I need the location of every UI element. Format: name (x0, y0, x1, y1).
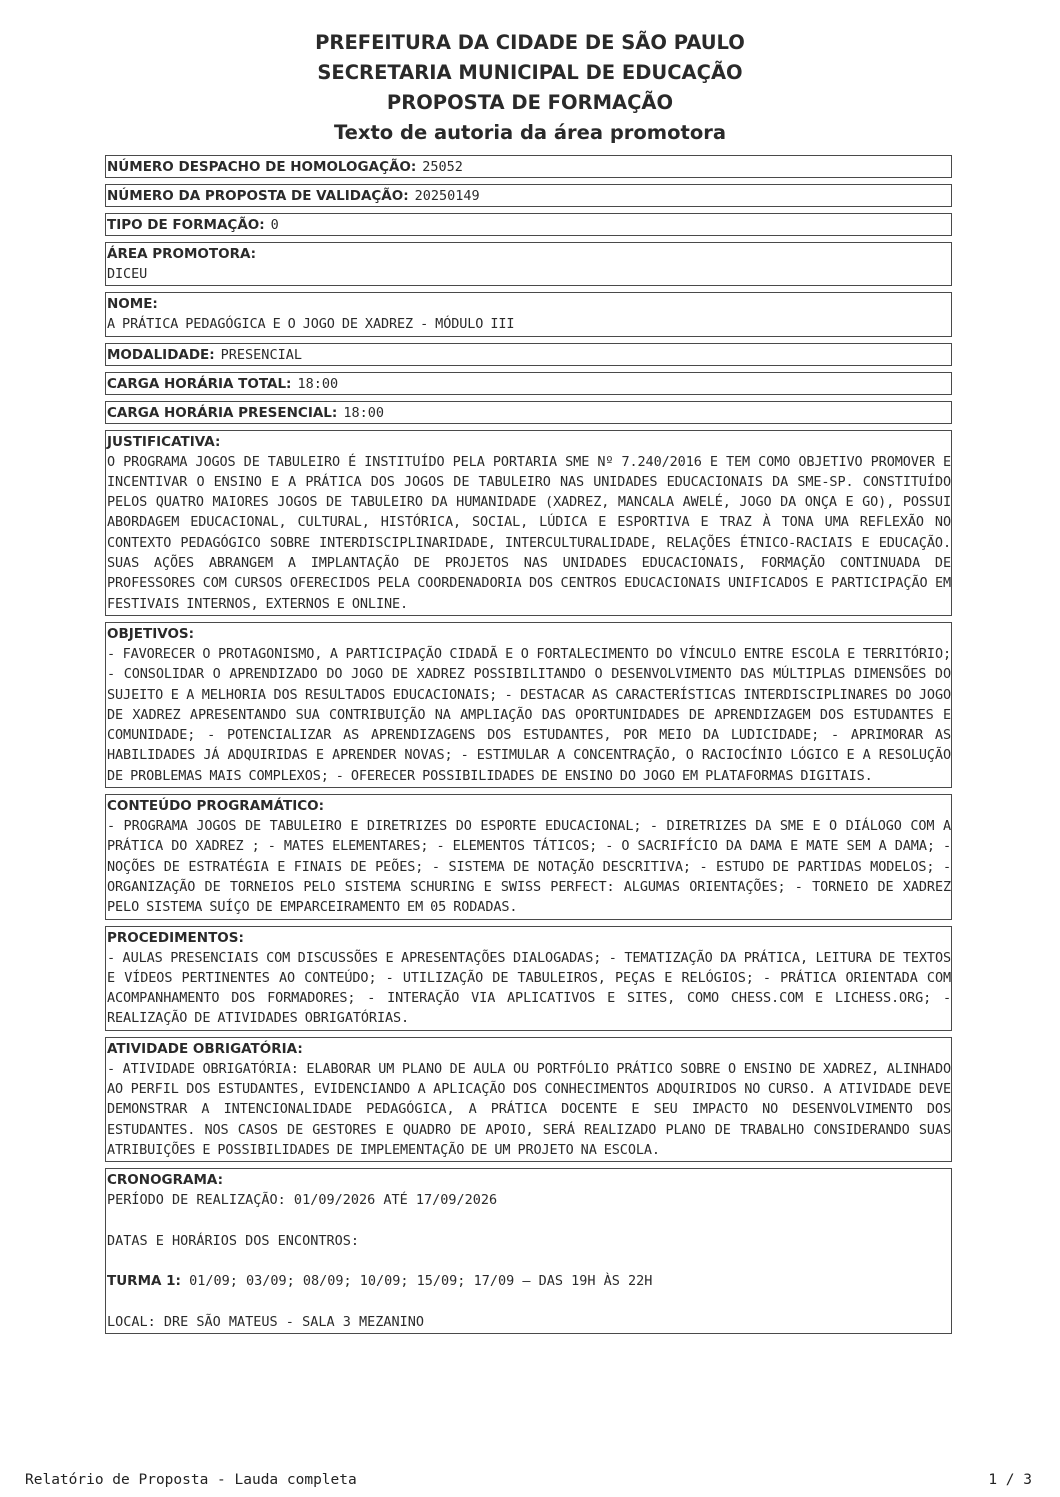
field-despacho (105, 155, 952, 178)
header-proposta: PROPOSTA DE FORMAÇÃO (386, 91, 674, 114)
cronograma-datas: DATAS E HORÁRIOS DOS ENCONTROS: (107, 1232, 359, 1249)
cronograma-turma (107, 1271, 951, 1291)
field-nome-label: NOME: (107, 296, 158, 313)
field-procedimentos-label: PROCEDIMENTOS: (107, 929, 244, 946)
field-justificativa (105, 430, 952, 616)
field-proposta-label: NÚMERO DA PROPOSTA DE VALIDAÇÃO: (107, 188, 409, 204)
field-tipo (105, 213, 952, 236)
field-conteudo (105, 794, 952, 919)
field-proposta-value: 20250149 (414, 188, 480, 204)
field-justificativa-value: O PROGRAMA JOGOS DE TABULEIRO É INSTITUÍDO PELA PORTARIA SME Nº 7.240/2016 E TEM COMO OBJETIVO PROMOVER E INCENTIVAR O ENSINO E A PRÁTICA DOS JOGOS DE TABULEIRO NAS UNIDADES EDUCACIONAIS DA SME-SP. CONSTITUÍDO PELOS QUATRO MAIORES JOGOS DE TABULEIRO DA HUMANIDADE (XADREZ, MANCALA AWELÉ, JOGO DA ONÇA E GO), POSSUI ABORDAGEM EDUCACIONAL, CULTURAL, HISTÓRICA, SOCIAL, LÚDICA E ESPORTIVA E TRAZ À TONA UMA REFLEXÃO NO CONTEXTO PEDAGÓGICO SOBRE INTERDISCIPLINARIDADE, INTERCULTURALIDADE, RELAÇÕES ÉTNICO-RACIAIS E EDUCAÇÃO. SUAS AÇÕES ABRANGEM A IMPLANTAÇÃO DE PROJETOS NAS UNIDADES EDUCACIONAIS, FORMAÇÃO CONTINUADA DE PROFESSORES COM CURSOS OFERECIDOS PELA COORDENADORIA DOS CENTROS EDUCACIONAIS UNIFICADOS E PARTICIPAÇÃO EM FESTIVAIS INTERNOS, EXTERNOS E ONLINE. (107, 453, 951, 612)
field-nome-value: A PRÁTICA PEDAGÓGICA E O JOGO DE XADREZ - MÓDULO III (107, 316, 515, 333)
form-content (105, 155, 952, 1340)
field-objetivos-label: OBJETIVOS: (107, 625, 195, 642)
field-despacho-value: 25052 (422, 159, 463, 175)
field-carga-total (105, 372, 952, 395)
field-area-value: DICEU (107, 266, 148, 282)
field-modalidade-value: PRESENCIAL (220, 346, 302, 363)
field-modalidade (105, 343, 952, 366)
field-objetivos-value: - FAVORECER O PROTAGONISMO, A PARTICIPAÇÃO CIDADÃ E O FORTALECIMENTO DO VÍNCULO ENTRE ESCOLA E TERRITÓRIO; - CONSOLIDAR O APRENDIZADO DO JOGO DE XADREZ POSSIBILITANDO O DESENVOLVIMENTO DAS MÚLTIPLAS DIMENSÕES DO SUJEITO E A MELHORIA DOS RESULTADOS EDUCACIONAIS; - DESTACAR AS CARACTERÍSTICAS INTERDISCIPLINARES DO JOGO DE XADREZ APRESENTANDO SUA CONTRIBUIÇÃO NA AMPLIAÇÃO DAS OPORTUNIDADES DE APRENDIZAGEM DOS ESTUDANTES E COMUNIDADE; - POTENCIALIZAR AS APRENDIZAGENS DOS ESTUDANTES, POR MEIO DA LUDICIDADE; - APRIMORAR AS HABILIDADES JÁ ADQUIRIDAS E APRENDER NOVAS; - ESTIMULAR A CONCENTRAÇÃO, O RACIOCÍNIO LÓGICO E A RESOLUÇÃO DE PROBLEMAS MAIS COMPLEXOS; - OFERECER POSSIBILIDADES DE ENSINO DO JOGO EM PLATAFORMAS DIGITAIS. (107, 645, 951, 784)
field-conteudo-label: CONTEÚDO PROGRAMÁTICO: (107, 798, 324, 815)
field-carga-total-label: CARGA HORÁRIA TOTAL: (107, 375, 292, 392)
field-modalidade-label: MODALIDADE: (107, 346, 215, 363)
field-cronograma-label: CRONOGRAMA: (107, 1172, 224, 1189)
field-carga-presencial-value: 18:00 (343, 404, 384, 421)
field-carga-presencial (105, 401, 952, 424)
field-area-label: ÁREA PROMOTORA: (107, 246, 257, 262)
field-procedimentos-value: - AULAS PRESENCIAIS COM DISCUSSÕES E APRESENTAÇÕES DIALOGADAS; - TEMATIZAÇÃO DA PRÁTICA, LEITURA DE TEXTOS E VÍDEOS PERTINENTES AO CONTEÚDO; - UTILIZAÇÃO DE TABULEIROS, PEÇAS E RELÓGIOS; - PRÁTICA ORIENTADA COM ACOMPANHAMENTO DOS FORMADORES; - INTERAÇÃO VIA APLICATIVOS E SITES, COMO CHESS.COM E LICHESS.ORG; - REALIZAÇÃO DE ATIVIDADES OBRIGATÓRIAS. (107, 949, 951, 1027)
document-header (0, 28, 1060, 148)
header-secretaria: SECRETARIA MUNICIPAL DE EDUCAÇÃO (317, 61, 743, 84)
field-procedimentos (105, 926, 952, 1031)
field-tipo-label: TIPO DE FORMAÇÃO: (107, 217, 265, 233)
cronograma-local: LOCAL: DRE SÃO MATEUS - SALA 3 MEZANINO (107, 1313, 424, 1330)
header-autoria: Texto de autoria da área promotora (333, 121, 727, 144)
field-atividade-value: - ATIVIDADE OBRIGATÓRIA: ELABORAR UM PLANO DE AULA OU PORTFÓLIO PRÁTICO SOBRE O ENSINO DE XADREZ, ALINHADO AO PERFIL DOS ESTUDANTES, EVIDENCIANDO A APLICAÇÃO DOS CONHECIMENTOS ADQUIRIDOS NO CURSO. A ATIVIDADE DEVE DEMONSTRAR A INTENCIONALIDADE PEDAGÓGICA, A PRÁTICA DOCENTE E SEU IMPACTO NO DESENVOLVIMENTO DOS ESTUDANTES. NOS CASOS DE GESTORES E QUADRO DE APOIO, SERÁ REALIZADO PLANO DE TRABALHO CONSIDERANDO SUAS ATRIBUIÇÕES E POSSIBILIDADES DE IMPLEMENTAÇÃO DE UM PROJETO NA ESCOLA. (107, 1060, 951, 1158)
footer-page-number: 1 / 3 (988, 1472, 1032, 1488)
field-atividade (105, 1037, 952, 1162)
turma-value: 01/09; 03/09; 08/09; 10/09; 15/09; 17/09 — DAS 19H ÀS 22H (189, 1273, 653, 1290)
field-carga-total-value: 18:00 (297, 375, 339, 392)
field-area (105, 242, 952, 286)
field-conteudo-value: - PROGRAMA JOGOS DE TABULEIRO E DIRETRIZES DO ESPORTE EDUCACIONAL; - DIRETRIZES DA SME E O DIÁLOGO COM A PRÁTICA DO XADREZ ; - MATES ELEMENTARES; - ELEMENTOS TÁTICOS; - O SACRIFÍCIO DA DAMA E MATE SEM A DAMA; - NOÇÕES DE ESTRATÉGIA E FINAIS DE PEÕES; - SISTEMA DE NOTAÇÃO DESCRITIVA; - ESTUDO DE PARTIDAS MODELOS; - ORGANIZAÇÃO DE TORNEIOS PELO SISTEMA SCHURING E SWISS PERFECT: ALGUMAS ORIENTAÇÕES; - TORNEIO DE XADREZ PELO SISTEMA SUÍÇO DE EMPARCEIRAMENTO EM 05 RODADAS. (107, 818, 951, 916)
header-prefeitura: PREFEITURA DA CIDADE DE SÃO PAULO (315, 31, 745, 54)
field-proposta (105, 184, 952, 207)
field-justificativa-label: JUSTIFICATIVA: (107, 433, 221, 450)
field-nome (105, 292, 952, 336)
field-carga-presencial-label: CARGA HORÁRIA PRESENCIAL: (107, 404, 338, 421)
field-objetivos (105, 622, 952, 788)
field-despacho-label: NÚMERO DESPACHO DE HOMOLOGAÇÃO: (107, 159, 417, 175)
cronograma-periodo: PERÍODO DE REALIZAÇÃO: 01/09/2026 ATÉ 17/09/2026 (107, 1192, 498, 1209)
field-atividade-label: ATIVIDADE OBRIGATÓRIA: (107, 1040, 303, 1057)
field-tipo-value: 0 (270, 217, 279, 233)
turma-label: TURMA 1: (107, 1273, 181, 1290)
footer-report-title: Relatório de Proposta - Lauda completa (25, 1472, 357, 1488)
field-cronograma (105, 1168, 952, 1334)
